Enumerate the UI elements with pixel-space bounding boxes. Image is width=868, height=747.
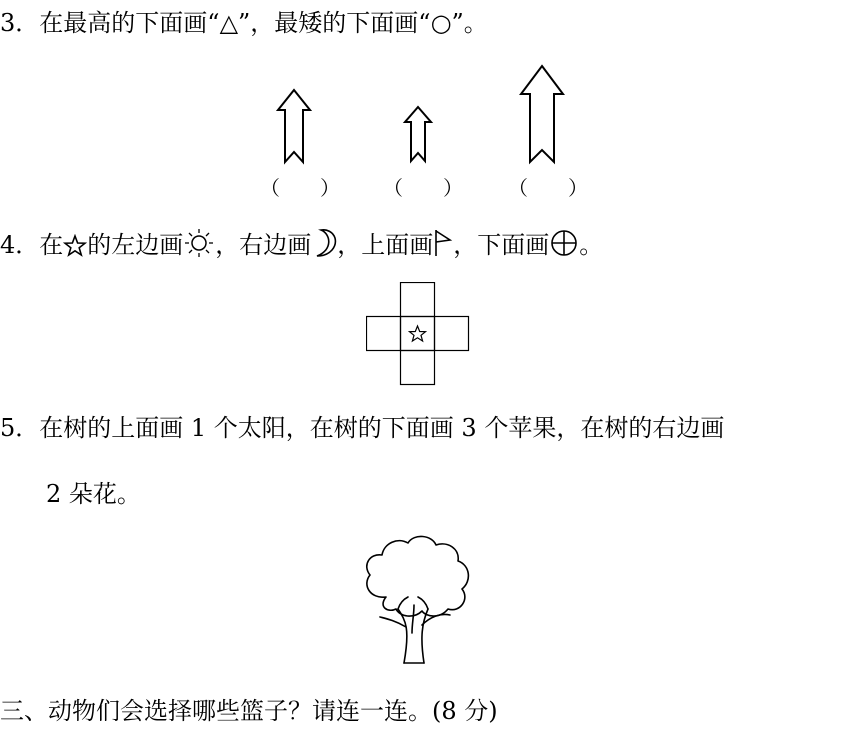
tall-arrow-icon — [518, 64, 566, 166]
question-number: 5． — [0, 414, 40, 442]
moon-icon — [311, 228, 337, 258]
sun-icon — [183, 228, 215, 258]
star-icon — [410, 326, 426, 341]
answer-paren-2: （ ） — [383, 176, 463, 200]
question-5-line-2: 2 朵花。 — [46, 480, 141, 508]
answer-paren-1: （ ） — [260, 176, 340, 200]
question-number: 4． — [0, 231, 40, 259]
question-3-text: 3．在最高的下面画“△”，最矮的下面画“○”。 — [0, 9, 488, 37]
question-number: 3． — [0, 9, 40, 37]
question-4-text: 4．在 的左边画 ，右边画 ，上面画 ，下面画 。 — [0, 228, 603, 260]
flag-icon — [433, 228, 453, 258]
star-icon — [63, 234, 87, 258]
section-3-heading: 三、动物们会选择哪些篮子？请连一连。(8 分) — [0, 697, 498, 725]
answer-paren-3: （ ） — [508, 176, 588, 200]
grid-cell-bottom — [401, 351, 435, 385]
grid-cell-top — [401, 283, 435, 317]
medium-arrow-icon — [276, 88, 312, 166]
cross-grid — [366, 282, 470, 386]
grid-cell-center — [401, 317, 435, 351]
circle-cross-icon — [549, 228, 579, 258]
short-arrow-icon — [402, 105, 434, 165]
grid-cell-right — [435, 317, 469, 351]
triangle-symbol: △ — [219, 9, 239, 37]
circle-symbol: ○ — [430, 9, 452, 37]
tree-icon — [356, 533, 480, 667]
question-5-line-1: 5．在树的上面画 1 个太阳，在树的下面画 3 个苹果，在树的右边画 — [0, 414, 725, 442]
grid-cell-left — [367, 317, 401, 351]
